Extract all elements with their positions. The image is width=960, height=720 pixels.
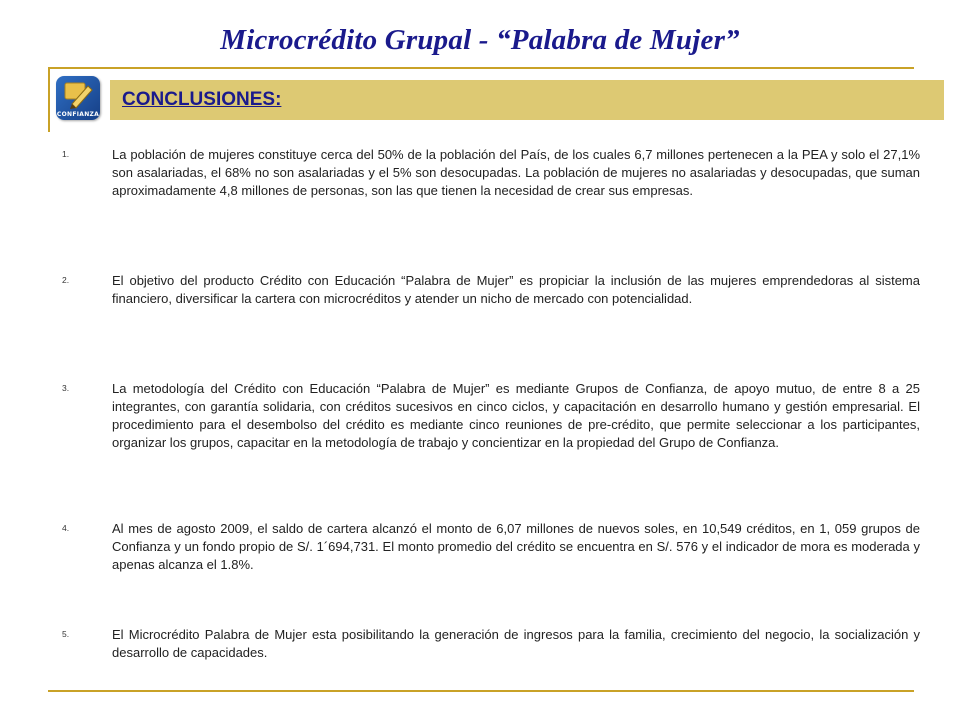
item-number: 3.: [62, 383, 70, 393]
section-header-bar: [110, 80, 944, 120]
item-number: 4.: [62, 523, 70, 533]
page-title: Microcrédito Grupal - “Palabra de Mujer”: [220, 24, 740, 56]
item-number: 1.: [62, 149, 70, 159]
bottom-divider: [48, 690, 914, 692]
logo-caption: CONFIANZA: [56, 111, 100, 118]
item-text: Al mes de agosto 2009, el saldo de cartera alcanzó el monto de 6,07 millones de nuevos soles, en 10,549 créditos, en 1, 059 grupos de Confianza y un fondo propio de S/. 1´694,731. El monto promedio del crédito se encuentra en S/. 576 y el indicador de mora es moderada y apenas alcanza el 1.8%.: [112, 521, 920, 572]
top-divider: [48, 67, 914, 69]
item-text: El Microcrédito Palabra de Mujer esta posibilitando la generación de ingresos para la familia, crecimiento del negocio, la socialización y desarrollo de capacidades.: [112, 627, 920, 660]
item-number: 5.: [62, 629, 70, 639]
confianza-logo-icon: [56, 76, 100, 120]
pencil-icon: [62, 80, 94, 110]
item-text: El objetivo del producto Crédito con Educación “Palabra de Mujer” es propiciar la inclusión de las mujeres emprendedoras al sistema financiero, diversificar la cartera con microcréditos y atender un nicho de mercado con potencialidad.: [112, 273, 920, 306]
section-title: CONCLUSIONES:: [122, 89, 282, 110]
item-text: La metodología del Crédito con Educación “Palabra de Mujer” es mediante Grupos de Confianza, de apoyo mutuo, de entre 8 a 25 integrantes, con garantía solidaria, con créditos sucesivos en cinco ciclos, y capacitación en desarrollo humano y gestión empresarial. El procedimiento para el desembolso del crédito es mediante cinco reuniones de pre-crédito, que permite seleccionar a los participantes, organizar los grupos, capacitar en la metodología de trabajo y concientizar en la propiedad del Grupo de Confianza.: [112, 381, 920, 450]
item-number: 2.: [62, 275, 70, 285]
left-accent-line: [48, 68, 50, 132]
item-text: La población de mujeres constituye cerca del 50% de la población del País, de los cuales 6,7 millones pertenecen a la PEA y solo el 27,1% son asalariadas, el 68% no son asalariadas y el 5% son desocupadas. La población de mujeres no asalariadas y desocupadas, que suman aproximadamente 4,8 millones de personas, son las que tienen la necesidad de crear sus empresas.: [112, 147, 920, 198]
